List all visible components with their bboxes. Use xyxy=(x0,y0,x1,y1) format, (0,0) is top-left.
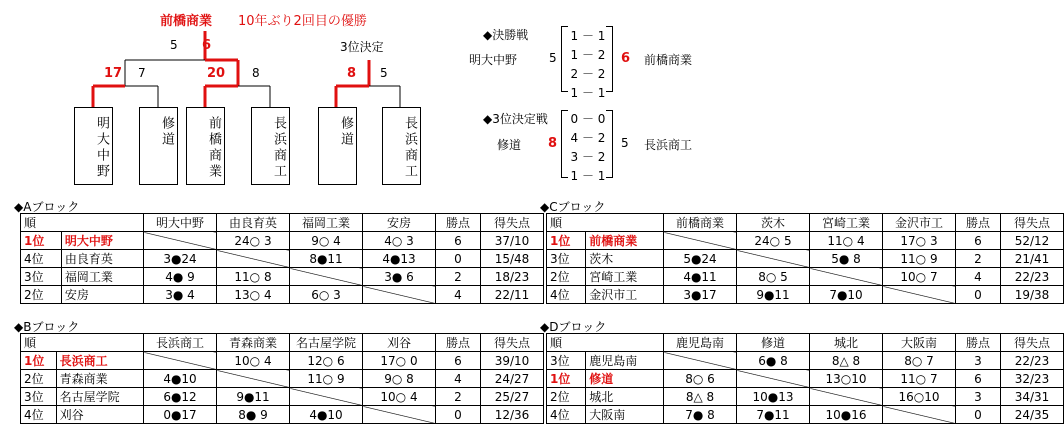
self-match-cell xyxy=(737,250,810,268)
table-row xyxy=(21,232,544,250)
team-cell: 鹿児島南 xyxy=(586,352,664,370)
goal-diff-cell: 34/31 xyxy=(1001,388,1064,406)
column-header: 由良育英 xyxy=(217,214,290,232)
table-row xyxy=(547,250,1064,268)
points-cell: 0 xyxy=(436,250,481,268)
result-cell: 8△ 8 xyxy=(664,388,737,406)
block-d-title: ◆Dブロック xyxy=(540,320,607,334)
column-header: 安房 xyxy=(363,214,436,232)
column-header: 青森商業 xyxy=(217,334,290,352)
table-row xyxy=(547,388,1064,406)
result-cell: 16○10 xyxy=(883,388,956,406)
bracket-team-box: 前橋商業 xyxy=(186,107,225,185)
result-cell: 11○ 4 xyxy=(810,232,883,250)
bracket-team-box: 長浜商工 xyxy=(382,107,421,185)
column-header: 名古屋学院 xyxy=(290,334,363,352)
table-row xyxy=(547,286,1064,304)
rank-cell: 3位 xyxy=(547,250,586,268)
self-match-cell xyxy=(810,268,883,286)
table-row xyxy=(547,370,1064,388)
header-rank: 順 xyxy=(547,334,664,352)
points-cell: 6 xyxy=(436,352,481,370)
goal-diff-cell: 22/23 xyxy=(1001,268,1064,286)
self-match-cell xyxy=(363,406,436,424)
column-header: 勝点 xyxy=(436,334,481,352)
team-cell: 金沢市工 xyxy=(586,286,664,304)
goal-diff-cell: 15/48 xyxy=(481,250,544,268)
third-place-label: 3位決定 xyxy=(340,40,384,54)
self-match-cell xyxy=(363,286,436,304)
points-cell: 4 xyxy=(956,268,1001,286)
final-period: 1 － 1 xyxy=(570,29,606,43)
third-left-total: 8 xyxy=(548,136,558,151)
goal-diff-cell: 21/41 xyxy=(1001,250,1064,268)
result-cell: 3●17 xyxy=(664,286,737,304)
result-cell: 11○ 9 xyxy=(290,370,363,388)
final-period: 1 － 2 xyxy=(570,48,606,62)
third-period: 4 － 2 xyxy=(570,131,606,145)
team-cell: 福岡工業 xyxy=(61,268,143,286)
table-row xyxy=(547,406,1064,424)
result-cell: 24○ 5 xyxy=(737,232,810,250)
third-score-1: 8 xyxy=(347,66,357,81)
goal-diff-cell: 19/38 xyxy=(1001,286,1064,304)
result-cell: 6●12 xyxy=(144,388,217,406)
result-cell: 4● 9 xyxy=(144,268,217,286)
column-header: 宮崎工業 xyxy=(810,214,883,232)
self-match-cell xyxy=(217,370,290,388)
bracket-team-box: 修道 xyxy=(139,107,178,185)
final-left-team: 明大中野 xyxy=(469,53,518,67)
team-cell: 前橋商業 xyxy=(586,232,664,250)
rank-cell: 2位 xyxy=(21,286,62,304)
result-cell: 10○ 4 xyxy=(363,388,436,406)
table-row xyxy=(547,232,1064,250)
points-cell: 0 xyxy=(436,406,481,424)
result-cell: 9●11 xyxy=(737,286,810,304)
team-cell: 安房 xyxy=(61,286,143,304)
result-cell: 9○ 8 xyxy=(363,370,436,388)
left-score-2: 7 xyxy=(138,66,146,80)
third-right-total: 5 xyxy=(621,136,629,150)
column-header: 前橋商業 xyxy=(664,214,737,232)
goal-diff-cell: 52/12 xyxy=(1001,232,1064,250)
header-rank: 順 xyxy=(21,334,144,352)
result-cell: 3● 4 xyxy=(144,286,217,304)
rank-cell: 2位 xyxy=(547,268,586,286)
rank-cell: 1位 xyxy=(547,370,586,388)
bracket-team-box: 修道 xyxy=(318,107,357,185)
rank-cell: 3位 xyxy=(547,352,586,370)
column-header: 得失点 xyxy=(481,214,544,232)
result-cell: 0●17 xyxy=(144,406,217,424)
result-cell: 9●11 xyxy=(217,388,290,406)
self-match-cell xyxy=(144,352,217,370)
block-a-table xyxy=(20,213,544,304)
points-cell: 0 xyxy=(956,286,1001,304)
table-row xyxy=(21,268,544,286)
result-cell: 5● 8 xyxy=(810,250,883,268)
result-cell: 8○ 5 xyxy=(737,268,810,286)
goal-diff-cell: 24/35 xyxy=(1001,406,1064,424)
column-header: 勝点 xyxy=(956,214,1001,232)
points-cell: 0 xyxy=(956,406,1001,424)
result-cell: 4●13 xyxy=(363,250,436,268)
left-score-1: 17 xyxy=(104,66,123,81)
result-cell: 8●11 xyxy=(290,250,363,268)
team-cell: 明大中野 xyxy=(61,232,143,250)
rank-cell: 3位 xyxy=(21,388,57,406)
team-cell: 茨木 xyxy=(586,250,664,268)
rank-cell: 4位 xyxy=(547,406,586,424)
result-cell: 8○ 7 xyxy=(883,352,956,370)
result-cell: 7●11 xyxy=(737,406,810,424)
result-cell: 3●24 xyxy=(144,250,217,268)
points-cell: 6 xyxy=(956,232,1001,250)
result-cell: 13○ 4 xyxy=(217,286,290,304)
column-header: 刈谷 xyxy=(363,334,436,352)
result-cell: 6○ 3 xyxy=(290,286,363,304)
table-row xyxy=(21,286,544,304)
final-period: 2 － 2 xyxy=(570,67,606,81)
column-header: 勝点 xyxy=(436,214,481,232)
column-header: 長浜商工 xyxy=(144,334,217,352)
result-cell: 11○ 9 xyxy=(883,250,956,268)
rank-cell: 4位 xyxy=(21,406,57,424)
championship-note: 10年ぶり2回目の優勝 xyxy=(238,14,367,29)
result-cell: 17○ 0 xyxy=(363,352,436,370)
result-cell: 13○10 xyxy=(810,370,883,388)
column-header: 大阪南 xyxy=(883,334,956,352)
third-score-2: 5 xyxy=(380,66,388,80)
rank-cell: 4位 xyxy=(21,250,62,268)
team-cell: 青森商業 xyxy=(56,370,143,388)
column-header: 得失点 xyxy=(481,334,544,352)
bracket-team-box: 明大中野 xyxy=(74,107,113,185)
goal-diff-cell: 24/27 xyxy=(481,370,544,388)
result-cell: 6● 8 xyxy=(737,352,810,370)
third-left-team: 修道 xyxy=(497,138,522,152)
self-match-cell xyxy=(290,268,363,286)
third-bracket-right xyxy=(606,110,613,178)
top-score-left: 5 xyxy=(170,38,178,52)
result-cell: 8○ 6 xyxy=(664,370,737,388)
result-cell: 12○ 6 xyxy=(290,352,363,370)
table-row xyxy=(21,352,544,370)
final-bracket-right xyxy=(606,26,613,92)
right-score-2: 8 xyxy=(252,66,260,80)
block-c-table xyxy=(546,213,1064,304)
header-rank: 順 xyxy=(547,214,664,232)
table-row xyxy=(21,406,544,424)
points-cell: 6 xyxy=(436,232,481,250)
column-header: 鹿児島南 xyxy=(664,334,737,352)
team-cell: 長浜商工 xyxy=(56,352,143,370)
rank-cell: 1位 xyxy=(21,352,57,370)
third-period: 0 － 0 xyxy=(570,112,606,126)
column-header: 明大中野 xyxy=(144,214,217,232)
rank-cell: 1位 xyxy=(547,232,586,250)
team-cell: 名古屋学院 xyxy=(56,388,143,406)
points-cell: 6 xyxy=(956,370,1001,388)
goal-diff-cell: 32/23 xyxy=(1001,370,1064,388)
final-right-team: 前橋商業 xyxy=(644,53,693,67)
bracket-team-box: 長浜商工 xyxy=(251,107,290,185)
third-period: 1 － 1 xyxy=(570,169,606,183)
final-period: 1 － 1 xyxy=(570,86,606,100)
points-cell: 2 xyxy=(436,268,481,286)
table-row xyxy=(547,352,1064,370)
rank-cell: 4位 xyxy=(547,286,586,304)
column-header: 勝点 xyxy=(956,334,1001,352)
table-row xyxy=(547,268,1064,286)
goal-diff-cell: 39/10 xyxy=(481,352,544,370)
third-right-team: 長浜商工 xyxy=(644,138,693,152)
team-cell: 城北 xyxy=(586,388,664,406)
self-match-cell xyxy=(883,286,956,304)
column-header: 得失点 xyxy=(1001,334,1064,352)
self-match-cell xyxy=(217,250,290,268)
goal-diff-cell: 22/11 xyxy=(481,286,544,304)
block-b-title: ◆Bブロック xyxy=(14,320,80,334)
goal-diff-cell: 18/23 xyxy=(481,268,544,286)
points-cell: 3 xyxy=(956,388,1001,406)
final-right-total: 6 xyxy=(621,51,631,66)
column-header: 福岡工業 xyxy=(290,214,363,232)
top-score-right: 6 xyxy=(202,38,212,53)
table-row xyxy=(21,370,544,388)
result-cell: 24○ 3 xyxy=(217,232,290,250)
result-cell: 4●10 xyxy=(290,406,363,424)
goal-diff-cell: 22/23 xyxy=(1001,352,1064,370)
result-cell: 11○ 7 xyxy=(883,370,956,388)
points-cell: 4 xyxy=(436,286,481,304)
column-header: 城北 xyxy=(810,334,883,352)
points-cell: 2 xyxy=(956,250,1001,268)
final-title: ◆決勝戦 xyxy=(483,28,529,42)
block-c-title: ◆Cブロック xyxy=(540,200,606,214)
points-cell: 3 xyxy=(956,352,1001,370)
third-title: ◆3位決定戦 xyxy=(483,112,548,126)
team-cell: 刈谷 xyxy=(56,406,143,424)
self-match-cell xyxy=(883,406,956,424)
goal-diff-cell: 25/27 xyxy=(481,388,544,406)
column-header: 修道 xyxy=(737,334,810,352)
result-cell: 4●10 xyxy=(144,370,217,388)
result-cell: 10○ 7 xyxy=(883,268,956,286)
result-cell: 10●13 xyxy=(737,388,810,406)
result-cell: 11○ 8 xyxy=(217,268,290,286)
result-cell: 4●11 xyxy=(664,268,737,286)
rank-cell: 2位 xyxy=(547,388,586,406)
result-cell: 3● 6 xyxy=(363,268,436,286)
result-cell: 17○ 3 xyxy=(883,232,956,250)
goal-diff-cell: 37/10 xyxy=(481,232,544,250)
self-match-cell xyxy=(664,232,737,250)
header-rank: 順 xyxy=(21,214,144,232)
result-cell: 10●16 xyxy=(810,406,883,424)
goal-diff-cell: 12/36 xyxy=(481,406,544,424)
team-cell: 由良育英 xyxy=(61,250,143,268)
self-match-cell xyxy=(144,232,217,250)
self-match-cell xyxy=(664,352,737,370)
rank-cell: 1位 xyxy=(21,232,62,250)
block-d-table xyxy=(546,333,1064,424)
self-match-cell xyxy=(737,370,810,388)
self-match-cell xyxy=(810,388,883,406)
self-match-cell xyxy=(290,388,363,406)
result-cell: 7● 8 xyxy=(664,406,737,424)
champion-name: 前橋商業 xyxy=(160,14,213,29)
block-b-table xyxy=(20,333,544,424)
rank-cell: 3位 xyxy=(21,268,62,286)
table-row xyxy=(21,250,544,268)
final-left-total: 5 xyxy=(549,51,557,65)
column-header: 金沢市工 xyxy=(883,214,956,232)
block-a-title: ◆Aブロック xyxy=(14,200,80,214)
points-cell: 2 xyxy=(436,388,481,406)
team-cell: 宮崎工業 xyxy=(586,268,664,286)
column-header: 得失点 xyxy=(1001,214,1064,232)
team-cell: 大阪南 xyxy=(586,406,664,424)
column-header: 茨木 xyxy=(737,214,810,232)
rank-cell: 2位 xyxy=(21,370,57,388)
result-cell: 10○ 4 xyxy=(217,352,290,370)
result-cell: 4○ 3 xyxy=(363,232,436,250)
result-cell: 8● 9 xyxy=(217,406,290,424)
result-cell: 9○ 4 xyxy=(290,232,363,250)
table-row xyxy=(21,388,544,406)
result-cell: 5●24 xyxy=(664,250,737,268)
third-period: 3 － 2 xyxy=(570,150,606,164)
result-cell: 8△ 8 xyxy=(810,352,883,370)
team-cell: 修道 xyxy=(586,370,664,388)
points-cell: 4 xyxy=(436,370,481,388)
right-score-1: 20 xyxy=(207,66,226,81)
result-cell: 7●10 xyxy=(810,286,883,304)
